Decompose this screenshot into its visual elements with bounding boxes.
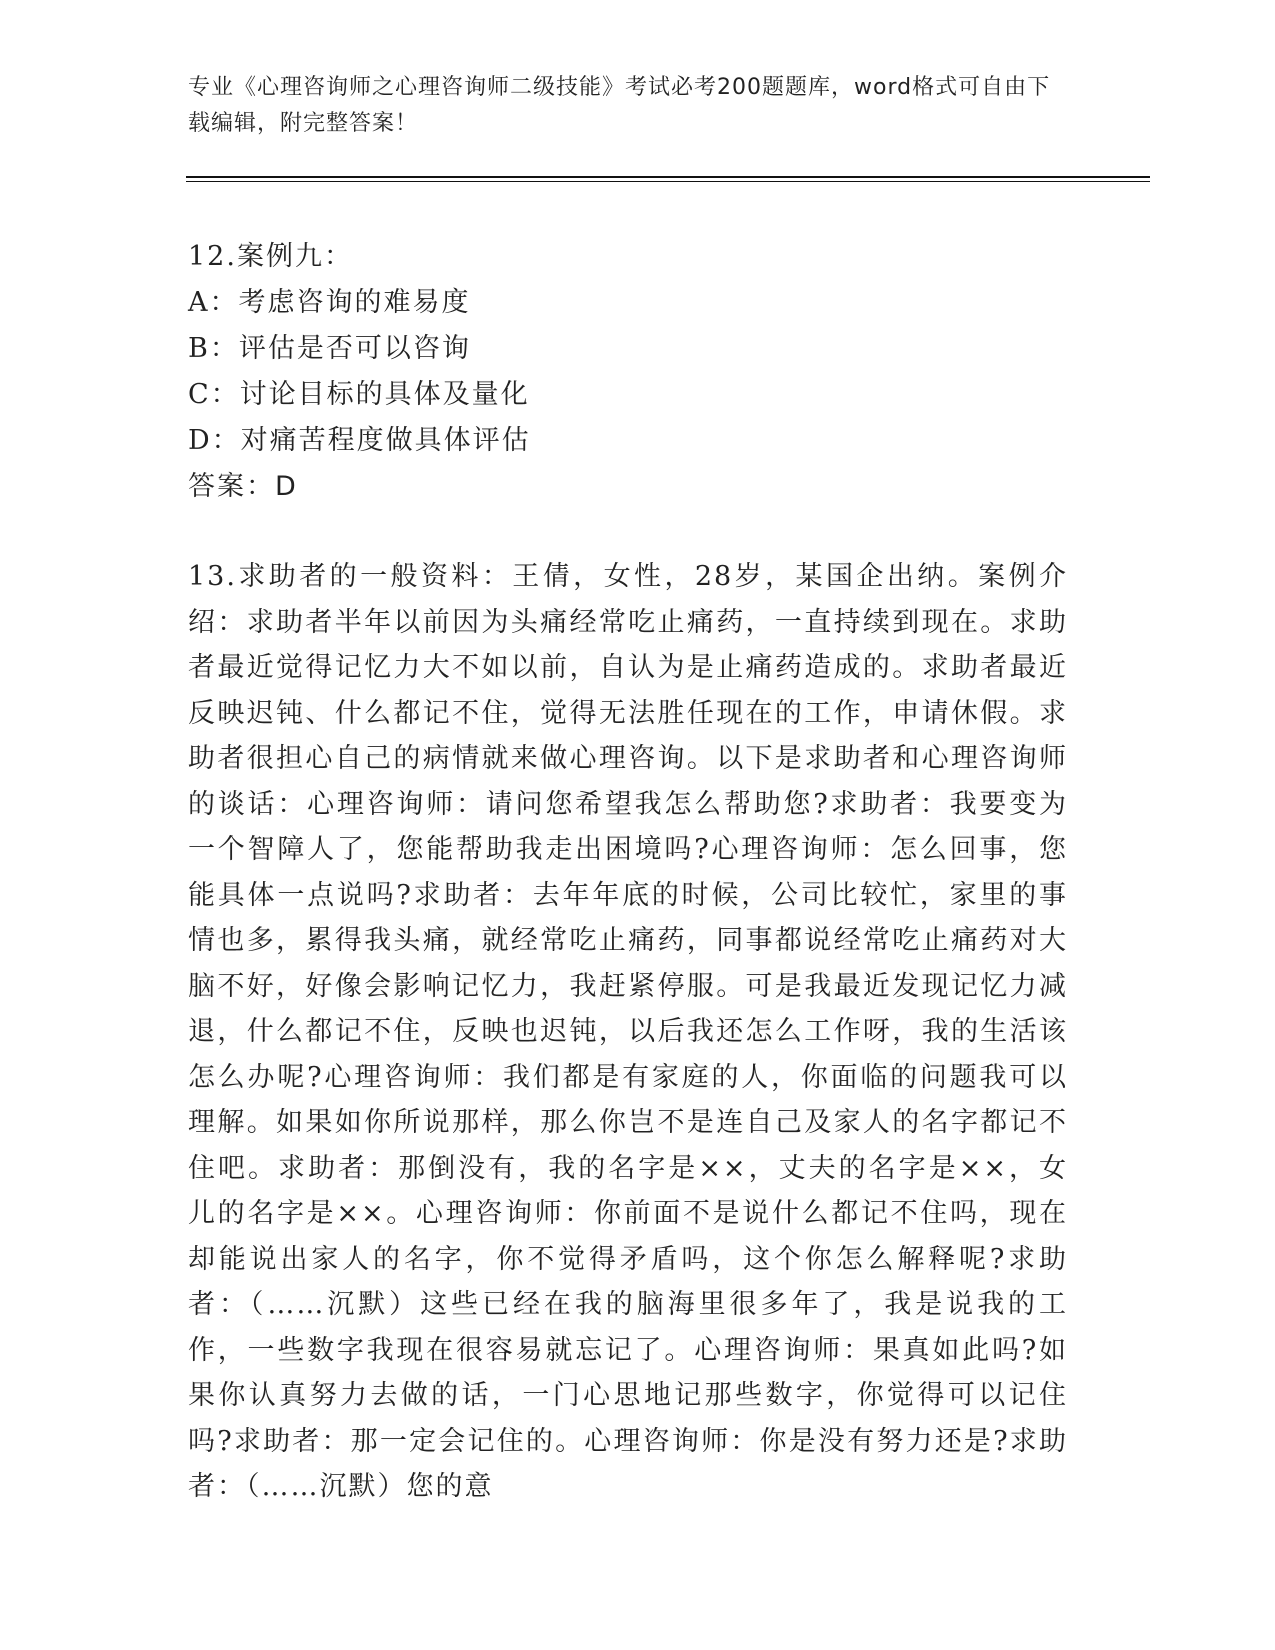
option-c: C：讨论目标的具体及量化: [188, 379, 530, 410]
option-d: D：对痛苦程度做具体评估: [188, 425, 531, 456]
header-divider-thin: [186, 181, 1150, 182]
document-header: [188, 70, 1068, 142]
answer-label: 答案：D: [188, 471, 298, 502]
header-title: 专业《心理咨询师之心理咨询师二级技能》考试必考200题题库，word格式可自由下载编辑，附完整答案！: [188, 75, 1051, 136]
question-13: [188, 554, 1068, 1510]
header-divider-thick: [186, 176, 1150, 178]
question-stem: 12.案例九：: [188, 241, 353, 272]
question-12: [188, 234, 1068, 510]
question-text: 13.求助者的一般资料：王倩，女性，28岁，某国企出纳。案例介绍：求助者半年以前因为头痛经常吃止痛药，一直持续到现在。求助者最近觉得记忆力大不如以前，自认为是止痛药造成的。求助者最近反映迟钝、什么都记不住，觉得无法胜任现在的工作，申请休假。求助者很担心自己的病情就来做心理咨询。以下是求助者和心理咨询师的谈话：心理咨询师：请问您希望我怎么帮助您?求助者：我要变为一个智障人了，您能帮助我走出困境吗?心理咨询师：怎么回事，您能具体一点说吗?求助者：去年年底的时候，公司比较忙，家里的事情也多，累得我头痛，就经常吃止痛药，同事都说经常吃止痛药对大脑不好，好像会影响记忆力，我赶紧停服。可是我最近发现记忆力减退，什么都记不住，反映也迟钝，以后我还怎么工作呀，我的生活该怎么办呢?心理咨询师：我们都是有家庭的人，你面临的问题我可以理解。如果如你所说那样，那么你岂不是连自己及家人的名字都记不住吧。求助者：那倒没有，我的名字是××，丈夫的名字是××，女儿的名字是××。心理咨询师：你前面不是说什么都记不住吗，现在却能说出家人的名字，你不觉得矛盾吗，这个你怎么解释呢?求助者：（……沉默）这些已经在我的脑海里很多年了，我是说我的工作，一些数字我现在很容易就忘记了。心理咨询师：果真如此吗?如果你认真努力去做的话，一门心思地记那些数字，你觉得可以记住吗?求助者：那一定会记住的。心理咨询师：你是没有努力还是?求助者：（……沉默）您的意: [188, 561, 1068, 1502]
option-b: B：评估是否可以咨询: [188, 333, 471, 364]
option-a: A：考虑咨询的难易度: [188, 287, 471, 318]
